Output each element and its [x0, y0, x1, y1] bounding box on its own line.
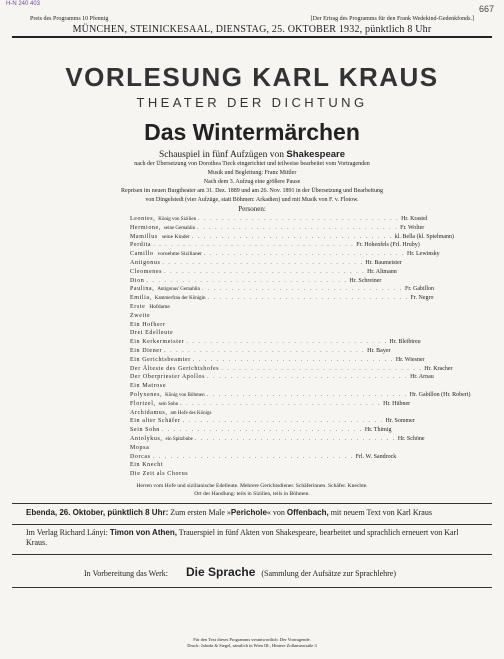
cast-role: Der Älteste des Gerichtshofes: [130, 365, 220, 372]
translation-line: nach der Übersetzung von Dorothea Tieck eingerichtet und teilweise bearbeitet vom Vortragenden: [134, 161, 370, 167]
cast-heading: Personen:: [238, 205, 266, 213]
cast-role: Ein Gerichtsbeamter: [130, 356, 191, 363]
cast-role-note: Kammerfrau der Königin: [154, 296, 206, 302]
imprint-printer: Druck: Jahoda & Siegel, sämtlich in Wien III., Hintere Zollamtsstraße 3: [187, 643, 317, 648]
cast-row: [130, 233, 454, 242]
cast-actor: kl. Bella (kl. Spielmann): [394, 233, 454, 240]
cast-role: Emilia,: [130, 295, 152, 302]
notice-timon-lead: Im Verlag Richard Lányi:: [26, 527, 108, 537]
cast-actor: Hr. Wiesner: [395, 356, 425, 363]
cast-role: Paulina,: [130, 286, 155, 293]
cast-role: Hermione,: [130, 224, 161, 231]
cast-role: Erste: [130, 303, 146, 310]
prep-line: [12, 565, 492, 579]
cast-row: [130, 373, 434, 382]
notice-timon-work: Timon von Athen,: [109, 527, 177, 537]
cast-list: [130, 215, 471, 479]
cast-actor: Hr. Hübner: [383, 400, 411, 407]
pause-line: Nach dem 3. Aufzug eine größere Pause: [203, 179, 301, 185]
cast-role: Ein Hofherr: [130, 321, 166, 328]
notice-perichole-work: Perichole: [230, 507, 267, 517]
cast-leader-dots: . . . . . . . . . . . . . . . . . . . . . . . . . . . . . . . . . .: [180, 400, 382, 407]
cast-role: Sein Sohn: [130, 427, 160, 434]
cast-actor: Hr. Altmann: [367, 268, 397, 275]
cast-actor: Hr. Krastel: [401, 216, 428, 222]
cast-role-note: seine Gemahlin: [163, 225, 196, 231]
cast-row: [130, 285, 435, 294]
notice-perichole-composer: Offenbach,: [286, 507, 329, 517]
cast-role: Ein Knecht: [130, 462, 164, 469]
cast-row: [130, 259, 420, 268]
genre-line: [12, 149, 492, 160]
cast-role: Der Oberpriester Apollos: [130, 374, 206, 381]
cast-row: [130, 321, 420, 330]
cast-row: [130, 391, 471, 400]
cast-leader-dots: . . . . . . . . . . . . . . . . . . . . . . . . . . . . . . . . . .: [192, 356, 394, 363]
cast-row: [130, 268, 420, 277]
cast-row: [130, 470, 420, 479]
cast-row: [130, 329, 420, 338]
cast-actor: Hr. Schöne: [397, 435, 425, 442]
cast-role: Die Zeit als Chorus: [130, 471, 189, 478]
cast-role: Drei Edelleute: [130, 330, 174, 337]
cast-role: Ein Matrose: [130, 383, 167, 390]
reprise-line-1: Reprisen im neuen Burgtheater am 31. Dez. 1889 und am 26. Nov. 1891 in der Übersetzung und Bearbeitung: [121, 188, 383, 194]
notice-timon-text: Trauerspiel in fünf Akten von Shakespeare, bearbeitet und sprachlich erneuert von Karl Kraus.: [26, 527, 459, 547]
extras-line: Herren vom Hofe und sizilianische Edelleute. Mehrere Gerichtsdiener. Schäferinnen. Schäfer. Knechte.: [136, 482, 368, 489]
cast-group-label: Hofdame: [149, 303, 170, 310]
cast-role: Antigonus: [130, 259, 161, 266]
cast-actor: Frl. W. Sandrock: [355, 453, 397, 460]
cast-leader-dots: . . . . . . . . . . . . . . . . . . . . . . . . . . . . . . . . . .: [194, 435, 396, 442]
cast-leader-dots: . . . . . . . . . . . . . . . . . . . . . . . . . . . . . . . . . .: [164, 347, 366, 354]
cast-leader-dots: . . . . . . . . . . . . . . . . . . . . . . . . . . . . . . . . . .: [152, 453, 354, 460]
cast-group-label: seine Kinder: [161, 233, 190, 240]
cast-actor: Hr. Gabillon (Hr. Robert): [409, 391, 471, 398]
cast-group-label: vornehme Sizilianer: [157, 251, 202, 258]
cast-row: [130, 461, 420, 470]
cast-role-note: sein Sohn: [158, 401, 179, 407]
cast-row: [130, 294, 434, 303]
cast-row: [130, 444, 420, 453]
notice-perichole-mid: « von: [266, 507, 285, 517]
cast-row: [130, 365, 453, 374]
price-note: Preis des Programms 10 Pfennig: [30, 16, 109, 22]
cast-row: [130, 241, 420, 250]
cast-leader-dots: . . . . . . . . . . . . . . . . . . . . . . . . . . . . . . . . . .: [197, 224, 399, 231]
cast-role: Perdita: [130, 242, 152, 249]
cast-row: [130, 277, 420, 286]
cast-role: Cleomenes: [130, 268, 163, 275]
cast-actor: Hr. Bleibtreu: [389, 339, 421, 346]
cast-leader-dots: . . . . . . . . . . . . . . . . . . . . . . . . . . . . . . . . . .: [204, 251, 405, 258]
page-subtitle: THEATER DER DICHTUNG: [136, 95, 368, 110]
cast-role: Antolykus,: [130, 435, 163, 442]
genre-author: Shakespeare: [286, 149, 346, 160]
cast-role: Ein Diener: [130, 347, 163, 354]
cast-role: Dion: [130, 277, 145, 284]
notice-perichole-text: Zum ersten Male »: [170, 507, 231, 517]
cast-leader-dots: . . . . . . . . . . . . . . . . . . . . . . . . . . . . . . . . . .: [164, 268, 366, 275]
cast-row: [130, 400, 420, 409]
cast-actor: Fr. Negro: [410, 295, 434, 302]
notice-timon: [12, 528, 492, 548]
prep-work: Die Sprache: [186, 564, 256, 579]
cast-leader-dots: . . . . . . . . . . . . . . . . . . . . . . . . . . . . . . . . . .: [198, 216, 400, 222]
notice-perichole: [12, 508, 492, 518]
cast-actor: Hr. Arnau: [410, 374, 434, 381]
cast-role: Leontes,: [130, 216, 156, 222]
cast-role: Ein alter Schäfer: [130, 418, 181, 425]
cast-role: Mopsa: [130, 444, 150, 451]
cast-row: [130, 215, 428, 224]
cast-leader-dots: . . . . . . . . . . . . . . . . . . . . . . . . . . . . . . . . . .: [162, 259, 364, 266]
cast-role: Florizel,: [130, 400, 156, 407]
header-topline: [12, 16, 492, 22]
header-rule: [12, 36, 492, 38]
proceeds-note: [Der Ertrag des Programms für den Frank Wedekind-Gedenkfonds.]: [310, 16, 474, 22]
cast-role: Mamillus: [130, 233, 158, 240]
cast-role: Polyxenes,: [130, 391, 163, 398]
cast-role-note: ein Spitzbube: [165, 436, 193, 442]
cast-leader-dots: . . . . . . . . . . . . . . . . . . . . . . . . . . . . . . . . . .: [146, 277, 348, 284]
music-line: Musik und Begleitung: Franz Mittler: [207, 170, 297, 176]
cast-leader-dots: . . . . . . . . . . . . . . . . . . . . . . . . . . . . . . . . . .: [153, 242, 355, 249]
cast-leader-dots: . . . . . . . . . . . . . . . . . . . . . . . . . . . . . . . . . .: [207, 295, 409, 302]
section-rule-1: [12, 503, 492, 504]
cast-actor: Hr. Sommer: [385, 418, 415, 425]
cast-row: [130, 250, 440, 259]
place-line: Ort der Handlung: teils in Sizilien, teils in Böhmen.: [194, 490, 310, 497]
cast-role-note: am Hofe des Königs: [170, 410, 212, 416]
cast-role-note: König von Sizilien: [158, 217, 197, 222]
imprint: [0, 637, 504, 649]
genre-prefix: Schauspiel in fünf Aufzügen von: [158, 150, 285, 160]
play-title: Das Wintermärchen: [144, 119, 360, 145]
cast-row: [130, 356, 425, 365]
cast-role: Zweite: [130, 312, 151, 319]
cast-actor: Hr. Lewinsky: [407, 251, 440, 258]
cast-row: [130, 453, 420, 462]
cast-role: Camillo: [130, 251, 154, 258]
page-number: 667: [478, 4, 494, 14]
cast-actor: Hr. Kracher: [424, 365, 453, 372]
venue-line: MÜNCHEN, STEINICKESAAL, DIENSTAG, 25. OKTOBER 1932, pünktlich 8 Uhr: [72, 24, 432, 35]
cast-leader-dots: . . . . . . . . . . . . . . . . . . . . . . . . . . . . . . . . . .: [182, 418, 384, 425]
reprise-line-2: von Dingelstedt (vier Aufzüge, statt Böhmen: Arkadien) und mit Musik von F. v. Flotow.: [145, 197, 359, 203]
prep-lead: In Vorbereitung das Werk:: [84, 568, 169, 578]
archive-stamp: H-N 240 403: [6, 1, 41, 7]
cast-actor: Fr. Wolter: [400, 224, 425, 231]
cast-leader-dots: . . . . . . . . . . . . . . . . . . . . . . . . . . . . . . . . . .: [207, 374, 409, 381]
imprint-responsible: Für den Text dieses Programms verantwortlich: Der Vortragende.: [193, 637, 311, 642]
cast-row: [130, 312, 420, 321]
cast-role-note: König von Böhmen: [165, 392, 205, 398]
cast-row: [130, 382, 420, 391]
cast-row: [130, 435, 425, 444]
cast-actor: Hr. Thimig: [364, 427, 392, 434]
cast-row: [130, 303, 420, 312]
cast-row: [130, 417, 420, 426]
cast-row: [130, 338, 420, 347]
section-rule-4: [12, 587, 492, 588]
cast-actor: Fr. Gabillon: [405, 286, 435, 293]
cast-role: Dorcas: [130, 453, 151, 460]
prep-tail: (Sammlung der Aufsätze zur Sprachlehre): [261, 568, 397, 578]
notice-perichole-tail: mit neuem Text von Karl Kraus: [330, 507, 432, 517]
cast-leader-dots: . . . . . . . . . . . . . . . . . . . . . . . . . . . . . . . . . .: [186, 339, 388, 346]
cast-actor: Fr. Hohenfels (Frl. Hruby): [356, 242, 420, 249]
notice-perichole-lead: Ebenda, 26. Oktober, pünktlich 8 Uhr:: [26, 507, 169, 517]
cast-leader-dots: . . . . . . . . . . . . . . . . . . . . . . . . . . . . . . . . . .: [221, 365, 423, 372]
page-title: VORLESUNG KARL KRAUS: [65, 62, 439, 92]
cast-row: [130, 347, 420, 356]
cast-actor: Hr. Bayer: [367, 347, 391, 354]
cast-row: [130, 426, 420, 435]
section-rule-3: [12, 554, 492, 555]
cast-leader-dots: . . . . . . . . . . . . . . . . . . . . . . . . . . . . . . . . . .: [202, 286, 404, 293]
cast-row: [130, 224, 425, 233]
cast-actor: Hr. Baumeister: [365, 259, 402, 266]
cast-role-note: Antigonus' Gemahlin: [157, 287, 201, 293]
cast-leader-dots: . . . . . . . . . . . . . . . . . . . . . . . . . . . . . . . . . .: [161, 427, 363, 434]
cast-row: [130, 409, 420, 418]
cast-leader-dots: . . . . . . . . . . . . . . . . . . . . . . . . . . . . . . . . . .: [206, 391, 408, 398]
cast-actor: Hr. Schreiner: [349, 277, 382, 284]
cast-leader-dots: . . . . . . . . . . . . . . . . . . . . . . . . . . . . . . . . . .: [191, 233, 393, 240]
cast-role: Archidamus,: [130, 409, 168, 416]
section-rule-2: [12, 524, 492, 525]
cast-role: Ein Kerkermeister: [130, 339, 185, 346]
